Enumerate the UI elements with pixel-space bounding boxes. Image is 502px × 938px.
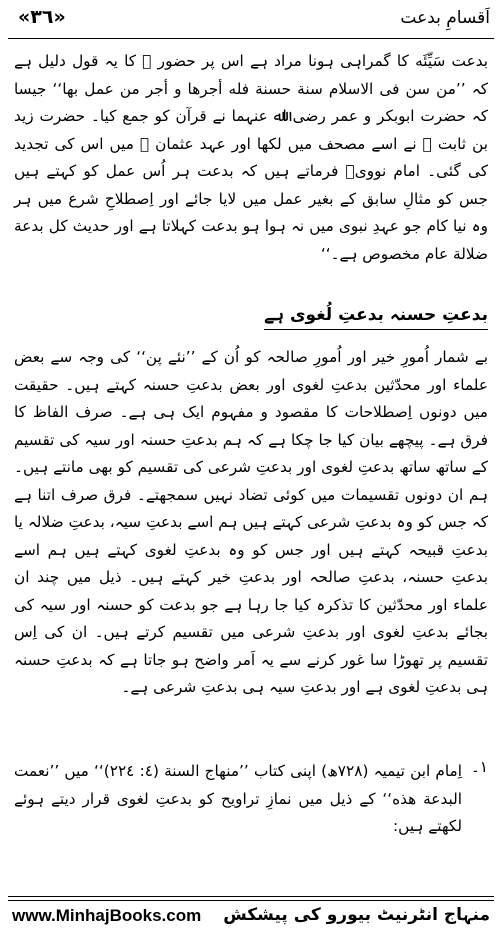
chapter-title: اَقسامِ بدعت: [400, 8, 490, 28]
quote-paragraph: بدعت سَیِّئَه کا گمراہی ہونا مراد ہے اس پر حضور ﷺ کا یہ قول دلیل ہے کہ ’’من سن فی الاسلام سنة حسنة فله أجرها و أجر من عمل بها‘‘ جیسا کہ حضرت ابوبکر و عمر رضی اﷲ عنہما نے قرآن کو جمع کیا۔ حضرت زید بن ثابت ﷺ نے اسے مصحف میں لکھا اور عہد عثمان ﷺ میں اس کی تجدید کی گئی۔ امام نوویؒ فرماتے ہیں کہ بدعت ہر اُس عمل کو کہتے ہیں جس کو مثالِ سابق کے بغیر عمل میں لایا جائے اور اِصطلاحِ شرع میں ہر وہ نیا کام جو عہدِ نبوی میں نہ ہوا ہو بدعت کہلاتا ہے اور حدیث کل بدعة ضلالة عام مخصوص ہے۔‘‘: [14, 52, 488, 263]
body-paragraph: بے شمار اُمورِ خیر اور اُمورِ صالحہ کو اُن کے ’’نئے پن‘‘ کی وجہ سے بعض علماء اور محدّثین بدعتِ لغوی اور بعض بدعتِ حسنہ کہتے ہیں۔ حقیقت میں دونوں اِصطلاحات کا مقصود و مفہوم ایک ہی ہے۔ صرف الفاظ کا فرق ہے۔ پیچھے بیان کیا جا چکا ہے کہ ہم بدعتِ حسنہ اور سیہ کی تقسیم کے ساتھ ساتھ بدعتِ لغوی اور بدعتِ شرعی کی تقسیم کو بھی مانتے ہیں۔ ہم ان دونوں تقسیمات میں کوئی تضاد نہیں سمجھتے۔ فرق صرف اتنا ہے کہ جس کو وہ بدعتِ شرعی کہتے ہیں ہم اسے بدعتِ سیہ، بدعتِ ضلالہ یا بدعتِ قبیحہ کہتے ہیں اور جس کو وہ بدعتِ لغوی کہتے ہیں ہم اسے بدعتِ حسنہ، بدعتِ صالحہ اور بدعتِ خیر کہتے ہیں۔ ذیل میں چند ان علماء اور محدّثین کا تذکرہ کیا جا رہا ہے جو بدعت کو حسنہ اور سیہ کی بجائے بدعتِ لغوی اور بدعتِ شرعی میں تقسیم کرتے ہیں۔ ان کی اِس تقسیم پر تھوڑا سا غور کرنے سے یہ اَمر واضح ہو جاتا ہے کہ بدعتِ حسنہ ہی بدعتِ لغوی ہے اور بدعتِ سیہ ہی بدعتِ شرعی ہے۔: [14, 348, 488, 696]
footer-publisher: منہاج انٹرنیٹ بیورو کی پیشکش: [223, 905, 490, 925]
numbered-item: [14, 758, 488, 841]
item-number: ١۔: [470, 758, 488, 776]
footer-divider: [8, 900, 494, 901]
section-heading: بدعتِ حسنہ بدعتِ لُغوی ہے: [264, 304, 488, 330]
footer-divider: [8, 896, 494, 897]
page-number: « ٣٦ »: [16, 6, 68, 28]
page-header: [8, 4, 494, 38]
header-divider: [8, 38, 494, 39]
item-text: اِمام ابن تیمیہ (٧٢٨ھ) اپنی کتاب ’’منهاج السنة (٤: ٢٢٤)‘‘ میں ’’نعمت البدعة هذه‘‘ کے ذیل میں نمازِ تراویح کو بدعتِ لغوی قرار دیتے ہوئے لکھتے ہیں:: [14, 762, 462, 835]
footer-website-link[interactable]: www.MinhajBooks.com: [12, 906, 202, 925]
